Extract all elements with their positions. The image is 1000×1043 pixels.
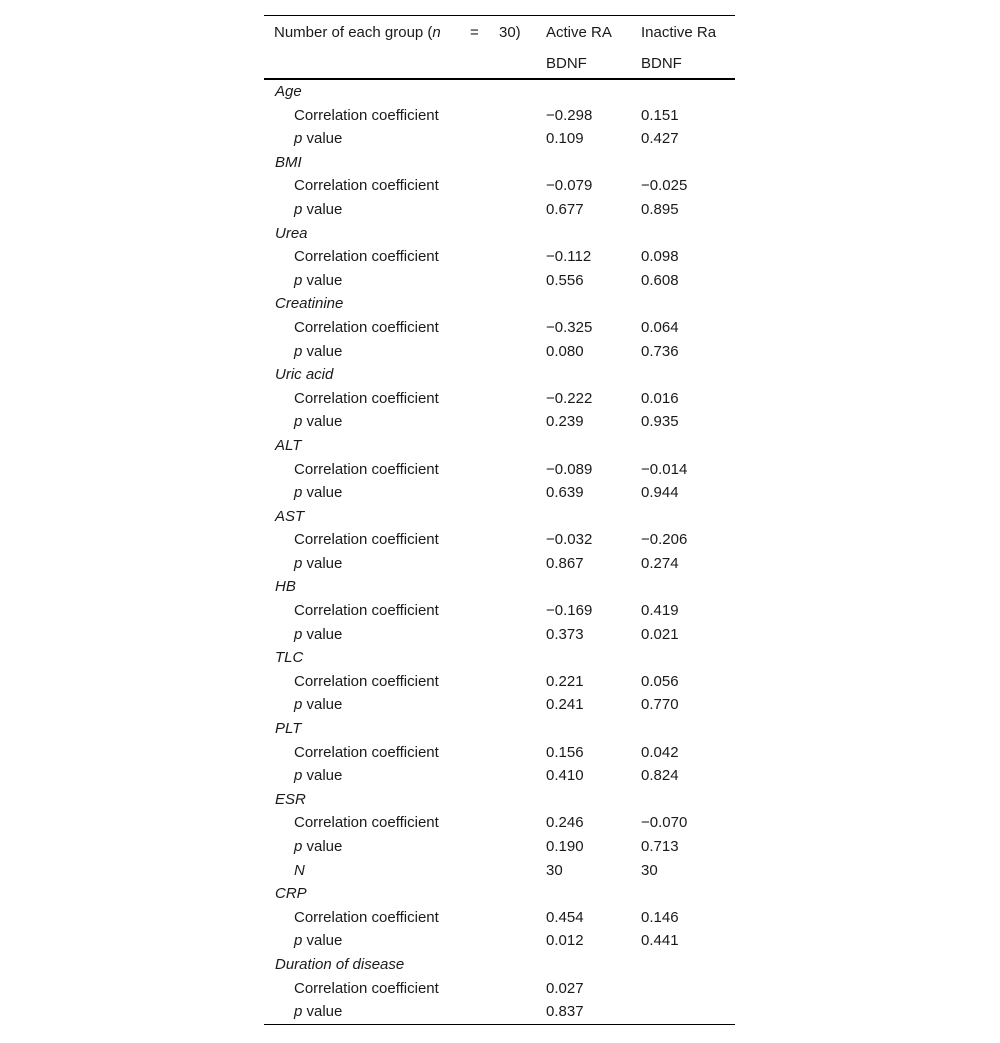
table-row — [264, 316, 735, 340]
p-symbol: p — [294, 554, 303, 572]
active-corr-value: −0.079 — [546, 177, 593, 195]
table-row — [264, 693, 735, 717]
table-row — [264, 198, 735, 222]
header-n-value: 30) — [499, 24, 521, 41]
inactive-corr-value: 0.016 — [641, 389, 679, 407]
p-value-label — [294, 410, 342, 434]
p-value-text: value — [302, 696, 343, 714]
table-row — [264, 269, 735, 293]
active-corr-value: −0.112 — [546, 248, 592, 266]
table-row — [264, 410, 735, 434]
table-row — [264, 245, 735, 269]
p-value-text: value — [302, 200, 343, 218]
inactive-p-value: 0.935 — [641, 413, 679, 431]
corr-label: Correlation coefficient — [294, 979, 439, 997]
header-inactive-bdnf: BDNF — [641, 55, 682, 72]
corr-label: Correlation coefficient — [294, 106, 439, 124]
group-label: ALT — [275, 436, 302, 454]
group-label: Age — [275, 83, 302, 100]
active-corr-value: 0.454 — [546, 908, 584, 926]
table-row — [264, 104, 735, 128]
p-symbol: p — [294, 413, 303, 431]
bottom-rule — [264, 1024, 735, 1025]
group-row-hb — [264, 575, 735, 599]
table-row — [264, 835, 735, 859]
corr-label: Correlation coefficient — [294, 248, 439, 266]
corr-label: Correlation coefficient — [294, 389, 439, 407]
group-label: Urea — [275, 224, 308, 242]
p-symbol: p — [294, 696, 303, 714]
p-value-label — [294, 269, 342, 293]
group-row-uric-acid — [264, 363, 735, 387]
group-row-crp — [264, 882, 735, 906]
active-corr-value: −0.032 — [546, 531, 593, 549]
active-corr-value: 0.246 — [546, 814, 584, 832]
active-corr-value: −0.089 — [546, 460, 593, 478]
inactive-corr-value: 0.042 — [641, 743, 679, 761]
group-label: ESR — [275, 790, 306, 808]
group-label: BMI — [275, 153, 302, 171]
active-p-value: 0.241 — [546, 696, 584, 714]
p-symbol: p — [294, 342, 303, 360]
table-row — [264, 977, 735, 1001]
active-p-value: 0.373 — [546, 625, 584, 643]
group-label: TLC — [275, 649, 304, 667]
corr-label: Correlation coefficient — [294, 531, 439, 549]
active-p-value: 0.239 — [546, 413, 584, 431]
header-active-ra: Active RA — [546, 24, 612, 41]
p-value-text: value — [302, 554, 343, 572]
table-row — [264, 174, 735, 198]
p-value-label — [294, 481, 342, 505]
group-label: PLT — [275, 720, 302, 738]
active-corr-value: 0.156 — [546, 743, 584, 761]
group-row-urea — [264, 222, 735, 246]
inactive-corr-value: 0.146 — [641, 908, 679, 926]
p-value-label — [294, 340, 342, 364]
header-n-symbol: n — [432, 24, 441, 41]
p-value-text: value — [302, 130, 343, 148]
active-corr-value: −0.169 — [546, 602, 593, 620]
active-p-value: 0.109 — [546, 130, 584, 148]
table-row — [264, 481, 735, 505]
inactive-p-value: 0.427 — [641, 130, 679, 148]
header-group-size — [274, 24, 441, 41]
group-row-duration-of-disease — [264, 953, 735, 977]
p-symbol: p — [294, 767, 303, 785]
group-label: Uric acid — [275, 366, 334, 384]
table-row — [264, 458, 735, 482]
table-row — [264, 741, 735, 765]
p-value-text: value — [302, 484, 343, 502]
active-corr-value: −0.298 — [546, 106, 593, 124]
p-symbol: p — [294, 484, 303, 502]
table-row — [264, 623, 735, 647]
header-equals: = — [470, 24, 479, 41]
active-p-value: 0.867 — [546, 554, 584, 572]
inactive-p-value: 0.824 — [641, 767, 679, 785]
table-row — [264, 906, 735, 930]
active-p-value: 0.639 — [546, 484, 584, 502]
corr-label: Correlation coefficient — [294, 318, 439, 336]
p-symbol: p — [294, 200, 303, 218]
inactive-p-value: 0.021 — [641, 625, 679, 643]
p-symbol: p — [294, 271, 303, 289]
p-value-label — [294, 623, 342, 647]
group-row-esr — [264, 788, 735, 812]
active-corr-value: −0.325 — [546, 318, 593, 336]
group-label: AST — [275, 507, 305, 525]
table-row — [264, 764, 735, 788]
table-row — [264, 670, 735, 694]
table-row — [264, 340, 735, 364]
corr-label: Correlation coefficient — [294, 177, 439, 195]
active-p-value: 0.837 — [546, 1003, 584, 1021]
corr-label: Correlation coefficient — [294, 602, 439, 620]
corr-label: Correlation coefficient — [294, 814, 439, 832]
active-p-value: 0.410 — [546, 767, 584, 785]
p-value-text: value — [302, 625, 343, 643]
corr-label: Correlation coefficient — [294, 460, 439, 478]
group-row-plt — [264, 717, 735, 741]
header-active-bdnf: BDNF — [546, 55, 587, 72]
corr-label: Correlation coefficient — [294, 908, 439, 926]
p-value-text: value — [302, 767, 343, 785]
active-p-value: 0.556 — [546, 271, 584, 289]
inactive-p-value: 0.770 — [641, 696, 679, 714]
p-value-text: value — [302, 271, 343, 289]
group-row-alt — [264, 434, 735, 458]
active-p-value: 0.677 — [546, 200, 584, 218]
inactive-p-value: 0.895 — [641, 200, 679, 218]
p-symbol: p — [294, 838, 303, 855]
p-value-label — [294, 929, 342, 953]
p-value-label — [294, 198, 342, 222]
table-body — [264, 80, 735, 1024]
active-corr-value: 0.221 — [546, 672, 584, 690]
table-row — [264, 599, 735, 623]
group-label: HB — [275, 578, 296, 596]
p-symbol: p — [294, 932, 303, 950]
n-label: N — [294, 861, 305, 879]
p-value-text: value — [302, 1003, 343, 1021]
p-value-label — [294, 764, 342, 788]
table-header — [264, 16, 735, 78]
group-label: Creatinine — [275, 295, 344, 313]
active-corr-value: −0.222 — [546, 389, 593, 407]
header-inactive-ra: Inactive Ra — [641, 24, 717, 41]
table-row — [264, 859, 735, 883]
group-row-tlc — [264, 646, 735, 670]
p-symbol: p — [294, 130, 303, 148]
p-value-text: value — [302, 413, 343, 431]
table-row — [264, 1000, 735, 1024]
p-value-text: value — [302, 838, 343, 855]
inactive-corr-value: −0.025 — [641, 177, 688, 195]
group-label: Duration of disease — [275, 955, 405, 973]
corr-label: Correlation coefficient — [294, 672, 439, 690]
p-value-text: value — [302, 342, 343, 360]
inactive-corr-value: 0.151 — [641, 106, 679, 124]
inactive-corr-value: −0.014 — [641, 460, 688, 478]
inactive-p-value: 0.736 — [641, 342, 679, 360]
table-row — [264, 929, 735, 953]
active-p-value: 0.080 — [546, 342, 584, 360]
inactive-corr-value: 0.056 — [641, 672, 679, 690]
inactive-p-value: 0.713 — [641, 838, 679, 855]
p-value-label — [294, 693, 342, 717]
inactive-corr-value: 0.064 — [641, 318, 679, 336]
active-p-value: 0.190 — [546, 838, 584, 855]
p-value-text: value — [302, 932, 343, 950]
table-row — [264, 528, 735, 552]
p-symbol: p — [294, 1003, 303, 1021]
inactive-corr-value: 0.098 — [641, 248, 679, 266]
p-value-label — [294, 835, 342, 859]
table-row — [264, 387, 735, 411]
table-row — [264, 127, 735, 151]
active-p-value: 0.012 — [546, 932, 584, 950]
inactive-corr-value: −0.206 — [641, 531, 688, 549]
table-row — [264, 811, 735, 835]
corr-label: Correlation coefficient — [294, 743, 439, 761]
p-symbol: p — [294, 625, 303, 643]
group-row-age — [264, 80, 735, 104]
inactive-p-value: 0.944 — [641, 484, 679, 502]
group-label: CRP — [275, 885, 307, 903]
inactive-corr-value: 0.419 — [641, 602, 679, 620]
header-group-size-prefix: Number of each group ( — [274, 24, 433, 41]
inactive-n-value: 30 — [641, 861, 658, 879]
inactive-corr-value: −0.070 — [641, 814, 688, 832]
active-corr-value: 0.027 — [546, 979, 584, 997]
p-value-label — [294, 1000, 342, 1024]
correlation-table — [264, 15, 735, 1025]
group-row-creatinine — [264, 292, 735, 316]
active-n-value: 30 — [546, 861, 563, 879]
inactive-p-value: 0.608 — [641, 271, 679, 289]
p-value-label — [294, 127, 342, 151]
table-row — [264, 552, 735, 576]
inactive-p-value: 0.441 — [641, 932, 679, 950]
group-row-ast — [264, 505, 735, 529]
p-value-label — [294, 552, 342, 576]
group-row-bmi — [264, 151, 735, 175]
inactive-p-value: 0.274 — [641, 554, 679, 572]
